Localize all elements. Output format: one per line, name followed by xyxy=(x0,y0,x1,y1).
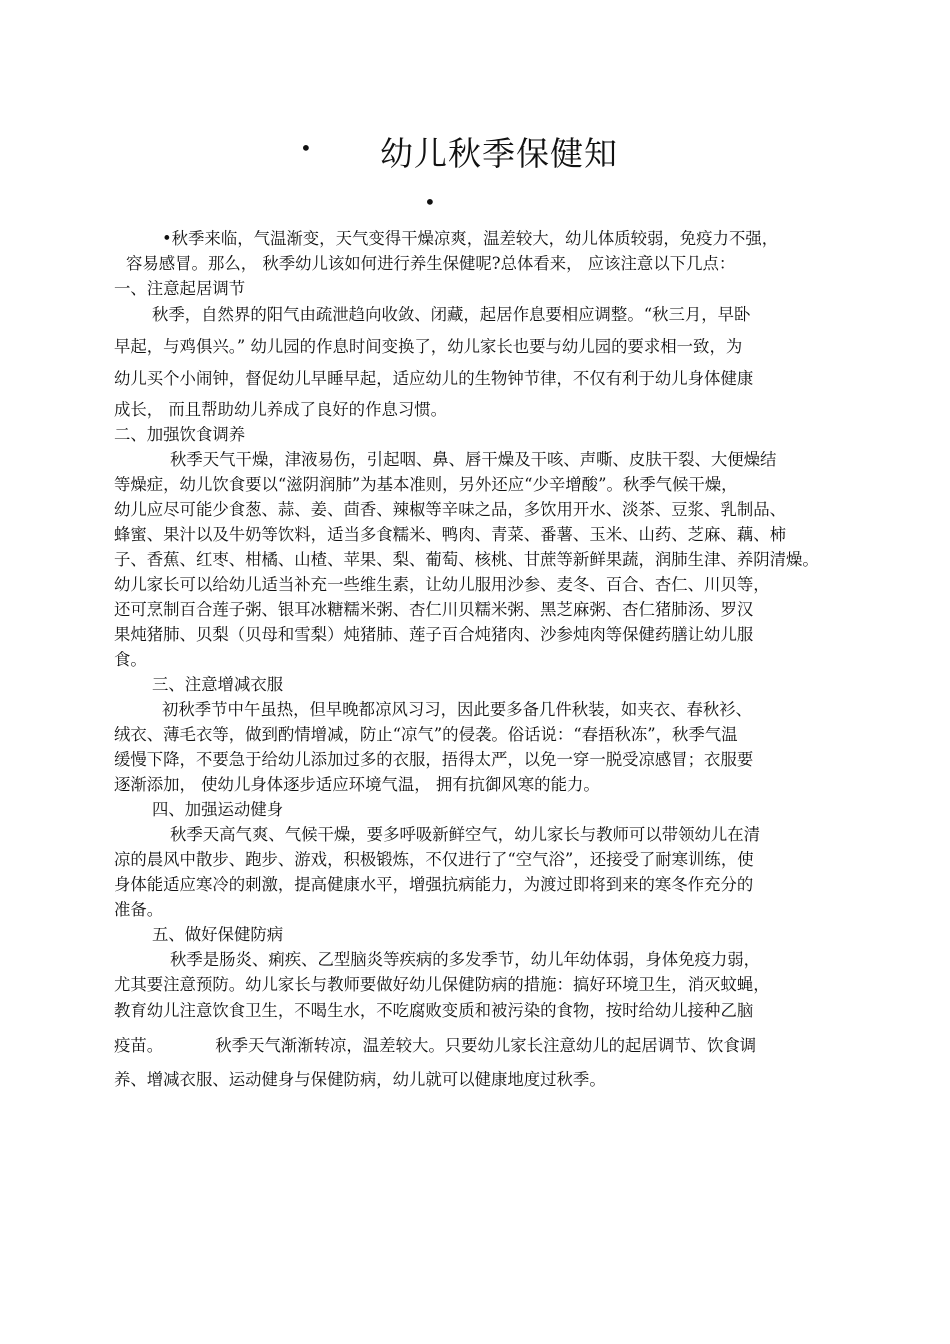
document-body xyxy=(114,226,844,1097)
paragraph-line: 初秋季节中午虽热，但早晚都凉风习习，因此要多备几件秋装，如夹衣、春秋衫、 xyxy=(162,700,753,719)
paragraph-line: 蜂蜜、果汁以及牛奶等饮料，适当多食糯米、鸭肉、青菜、番薯、玉米、山药、芝麻、藕、柿 xyxy=(114,525,787,544)
section-heading: 二、加强饮食调养 xyxy=(114,425,246,444)
paragraph-line: 缓慢下降，不要急于给幼儿添加过多的衣服，捂得太严，以免一穿一脱受凉感冒；衣服要 xyxy=(114,750,754,769)
paragraph-line: 绒衣、薄毛衣等，做到酌情增减，防止“凉气”的侵袭。俗话说：“春捂秋冻”，秋季气温 xyxy=(114,725,738,744)
paragraph-line: 幼儿买个小闹钟，督促幼儿早睡早起，适应幼儿的生物钟节律，不仅有利于幼儿身体健康 xyxy=(114,369,754,388)
paragraph-line: 幼儿家长可以给幼儿适当补充一些维生素，让幼儿服用沙参、麦冬、百合、杏仁、川贝等， xyxy=(114,575,770,594)
intro-line: 容易感冒。那么， 秋季幼儿该如何进行养生保健呢?总体看来， 应该注意以下几点： xyxy=(126,254,736,273)
paragraph-line: 准备。 xyxy=(114,900,164,919)
section-heading: 五、做好保健防病 xyxy=(152,925,284,944)
paragraph-line: 疫苗。 秋季天气渐渐转凉，温差较大。只要幼儿家长注意幼儿的起居调节、饮食调 xyxy=(114,1036,757,1055)
paragraph-line: 果炖猪肺、贝梨（贝母和雪梨）炖猪肺、莲子百合炖猪肉、沙参炖肉等保健药膳让幼儿服 xyxy=(114,625,754,644)
paragraph-line: 逐渐添加， 使幼儿身体逐步适应环境气温， 拥有抗御风寒的能力。 xyxy=(114,775,600,794)
title-bullet-mark: • xyxy=(300,136,312,160)
paragraph-line: 身体能适应寒冷的刺激，提高健康水平，增强抗病能力，为渡过即将到来的寒冬作充分的 xyxy=(114,875,754,894)
paragraph-line: 成长， 而且帮助幼儿养成了良好的作息习惯。 xyxy=(114,400,448,419)
paragraph-line: 秋季是肠炎、痢疾、乙型脑炎等疾病的多发季节，幼儿年幼体弱，身体免疫力弱， xyxy=(170,950,761,969)
section-heading: 四、加强运动健身 xyxy=(152,800,284,819)
page-title: 幼儿秋季保健知 xyxy=(380,134,618,173)
intro-line: •秋季来临，气温渐变，天气变得干燥凉爽，温差较大，幼儿体质较弱，免疫力不强， xyxy=(162,229,779,248)
title-trailing-bullet: • xyxy=(424,190,436,214)
paragraph-line: 食。 xyxy=(114,650,147,669)
section-heading: 一、注意起居调节 xyxy=(114,279,246,298)
paragraph-line: 子、香蕉、红枣、柑橘、山楂、苹果、梨、葡萄、核桃、甘蔗等新鲜果蔬，润肺生津、养阴清燥。 xyxy=(114,550,819,569)
paragraph-line: 尤其要注意预防。幼儿家长与教师要做好幼儿保健防病的措施：搞好环境卫生，消灭蚊蝇， xyxy=(114,975,770,994)
paragraph-line: 秋季天气干燥，津液易伤，引起咽、鼻、唇干燥及干咳、声嘶、皮肤干裂、大便燥结 xyxy=(170,450,777,469)
paragraph-line: 幼儿应尽可能少食葱、蒜、姜、茴香、辣椒等辛味之品，多饮用开水、淡茶、豆浆、乳制品、 xyxy=(114,500,787,519)
title-row xyxy=(0,128,950,176)
paragraph-line: 秋季，自然界的阳气由疏泄趋向收敛、闭藏，起居作息要相应调整。“秋三月，早卧 xyxy=(152,305,751,324)
paragraph-line: 早起，与鸡俱兴。” 幼儿园的作息时间变换了，幼儿家长也要与幼儿园的要求相一致，为 xyxy=(114,337,743,356)
paragraph-line: 教育幼儿注意饮食卫生，不喝生水，不吃腐败变质和被污染的食物，按时给幼儿接种乙脑 xyxy=(114,1001,754,1020)
paragraph-line: 秋季天高气爽、气候干燥，要多呼吸新鲜空气，幼儿家长与教师可以带领幼儿在清 xyxy=(170,825,761,844)
paragraph-line: 还可烹制百合莲子粥、银耳冰糖糯米粥、杏仁川贝糯米粥、黑芝麻粥、杏仁猪肺汤、罗汉 xyxy=(114,600,754,619)
paragraph-line: 凉的晨风中散步、跑步、游戏，积极锻炼，不仅进行了“空气浴”，还接受了耐寒训练，使 xyxy=(114,850,754,869)
paragraph-line: 养、增减衣服、运动健身与保健防病，幼儿就可以健康地度过秋季。 xyxy=(114,1070,606,1089)
paragraph-line: 等燥症，幼儿饮食要以“滋阴润肺”为基本准则，另外还应“少辛增酸”。秋季气候干燥， xyxy=(114,475,738,494)
section-heading: 三、注意增减衣服 xyxy=(152,675,284,694)
